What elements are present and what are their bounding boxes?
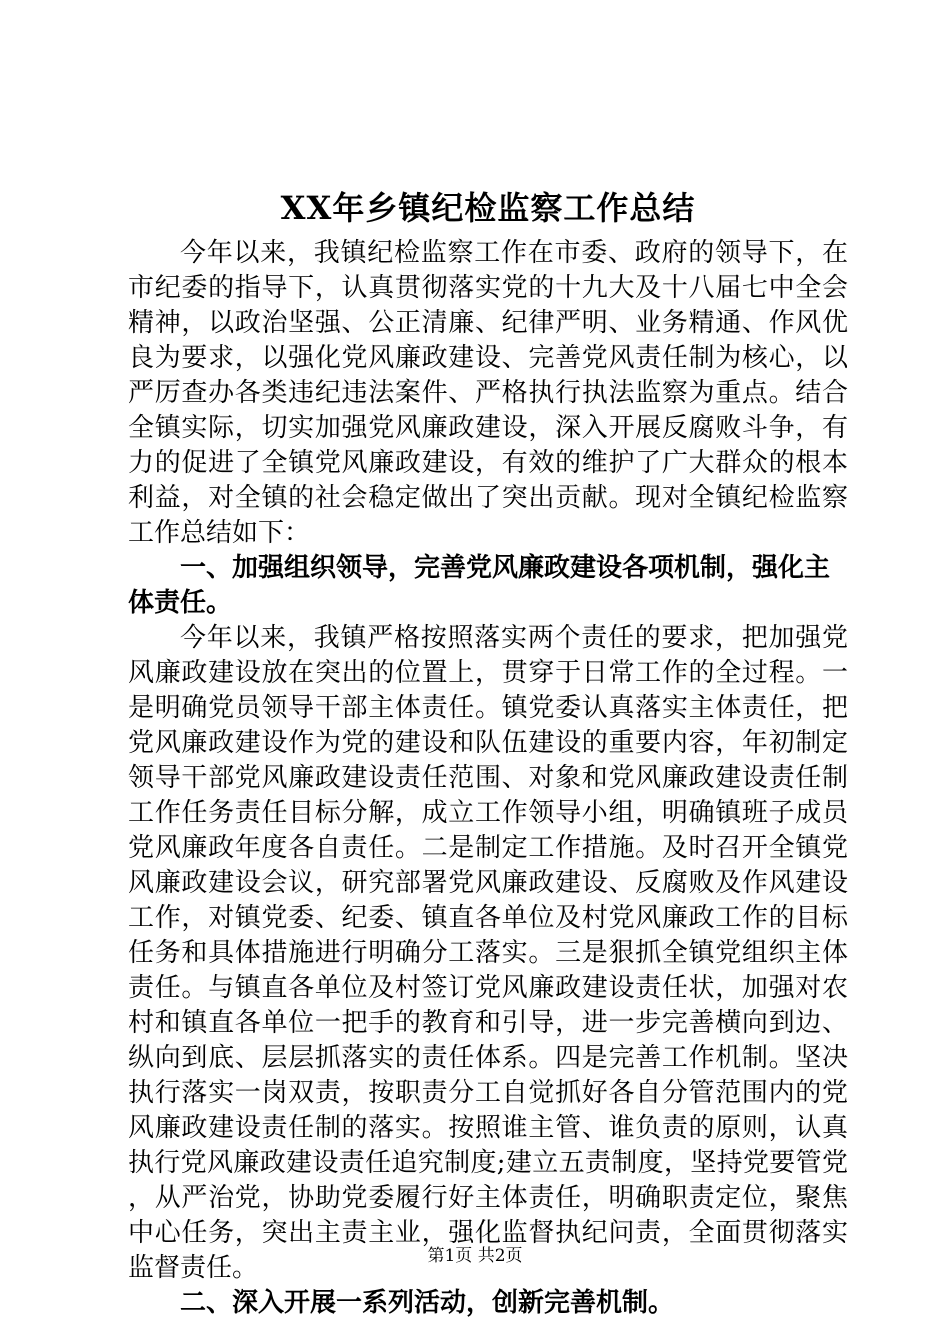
document-page	[128, 186, 848, 1321]
section-1-heading: 一、加强组织领导，完善党风廉政建设各项机制，强化主体责任。	[128, 553, 831, 618]
section-1-body: 今年以来，我镇严格按照落实两个责任的要求，把加强党风廉政建设放在突出的位置上，贯穿于日常工作的全过程。一是明确党员领导干部主体责任。镇党委认真落实主体责任，把党风廉政建设作为党的建设和队伍建设的重要内容，年初制定领导干部党风廉政建设责任范围、对象和党风廉政建设责任制工作任务责任目标分解，成立工作领导小组，明确镇班子成员党风廉政年度各自责任。二是制定工作措施。及时召开全镇党风廉政建设会议，研究部署党风廉政建设、反腐败及作风建设工作，对镇党委、纪委、镇直各单位及村党风廉政工作的目标任务和具体措施进行明确分工落实。三是狠抓全镇党组织主体责任。与镇直各单位及村签订党风廉政建设责任状，加强对农村和镇直各单位一把手的教育和引导，进一步完善横向到边、纵向到底、层层抓落实的责任体系。四是完善工作机制。坚决执行落实一岗双责，按职责分工自觉抓好各自分管范围内的党风廉政建设责任制的落实。按照谁主管、谁负责的原则，认真执行党风廉政建设责任追究制度;建立五责制度，坚持党要管党，从严治党，协助党委履行好主体责任，明确职责定位，聚焦中心任务，突出主责主业，强化监督执纪问责，全面贯彻落实监督责任。	[128, 623, 848, 1283]
page-number-footer: 第1页 共2页	[427, 1246, 523, 1266]
section-2-heading: 二、深入开展一系列活动，创新完善机制。	[180, 1288, 675, 1318]
intro-paragraph: 今年以来，我镇纪检监察工作在市委、政府的领导下，在市纪委的指导下，认真贯彻落实党的十九大及十八届七中全会精神，以政治坚强、公正清廉、纪律严明、业务精通、作风优良为要求，以强化党风廉政建设、完善党风责任制为核心，以严厉查办各类违纪违法案件、严格执行执法监察为重点。结合全镇实际，切实加强党风廉政建设，深入开展反腐败斗争，有力的促进了全镇党风廉政建设，有效的维护了广大群众的根本利益，对全镇的社会稳定做出了突出贡献。现对全镇纪检监察工作总结如下：	[128, 238, 848, 548]
document-title: XX年乡镇纪检监察工作总结	[280, 189, 696, 227]
